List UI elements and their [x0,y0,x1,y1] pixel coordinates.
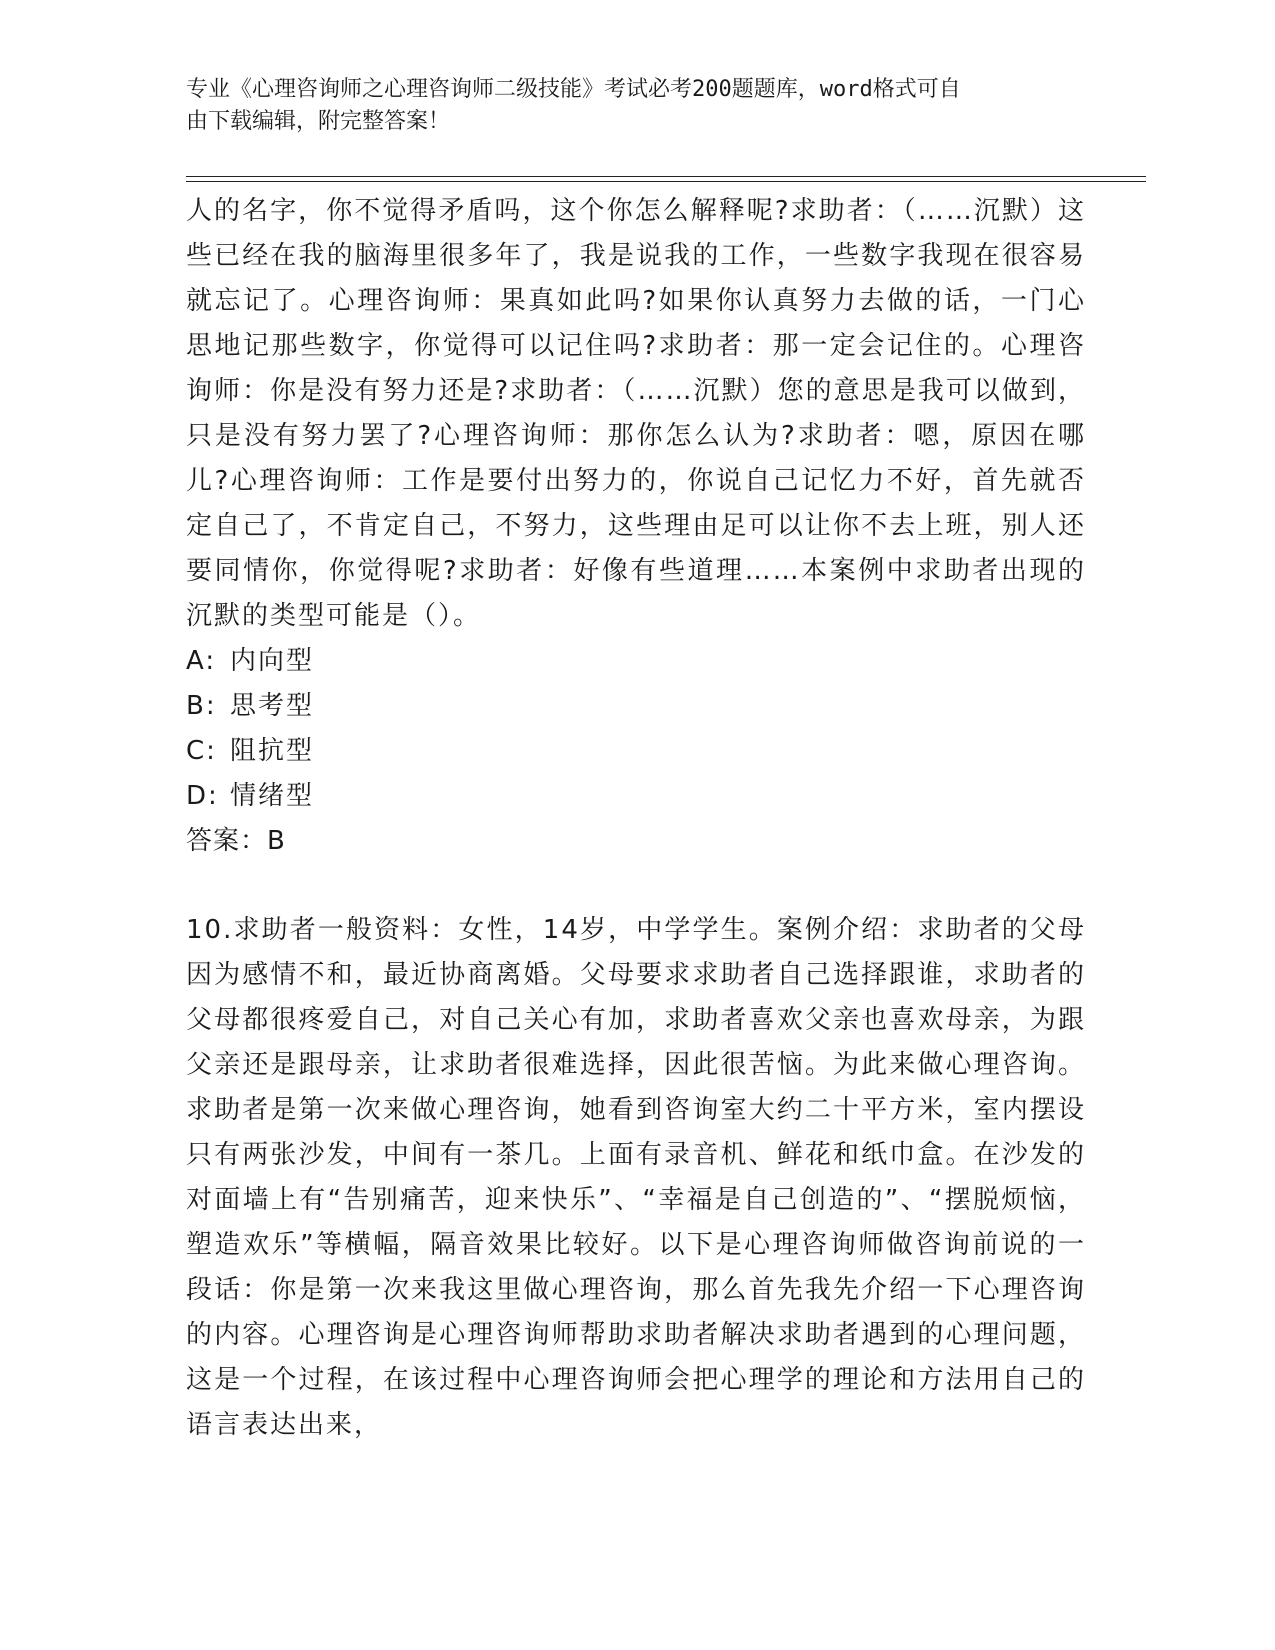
option-c-key: C: [186,736,217,766]
document-body [186,189,1086,1448]
question-9-options [186,639,1086,819]
header-title-line-1: 专业《心理咨询师之心理咨询师二级技能》考试必考200题题库，word格式可自 [186,77,961,102]
option-a-text: 内向型 [230,646,315,676]
page-header [186,74,1066,138]
option-d [186,774,1086,819]
option-b-text: 思考型 [230,691,315,721]
option-a [186,639,1086,684]
option-c [186,729,1086,774]
question-spacer [186,864,1086,908]
header-title-line-2: 由下载编辑，附完整答案！ [186,109,451,134]
option-c-text: 阻抗型 [230,736,315,766]
option-b [186,684,1086,729]
question-10-text: 10.求助者一般资料：女性，14岁，中学学生。案例介绍：求助者的父母因为感情不和，最近协商离婚。父母要求求助者自己选择跟谁，求助者的父母都很疼爱自己，对自己关心有加，求助者喜欢父亲也喜欢母亲，为跟父亲还是跟母亲，让求助者很难选择，因此很苦恼。为此来做心理咨询。求助者是第一次来做心理咨询，她看到咨询室大约二十平方米，室内摆设只有两张沙发，中间有一茶几。上面有录音机、鲜花和纸巾盒。在沙发的对面墙上有“告别痛苦，迎来快乐”、“幸福是自己创造的”、“摆脱烦恼，塑造欢乐”等横幅，隔音效果比较好。以下是心理咨询师做咨询前说的一段话：你是第一次来我这里做心理咨询，那么首先我先介绍一下心理咨询的内容。心理咨询是心理咨询师帮助求助者解决求助者遇到的心理问题，这是一个过程，在该过程中心理咨询师会把心理学的理论和方法用自己的语言表达出来， [186,915,1086,1440]
header-divider [186,176,1146,177]
option-a-key: A: [186,646,217,676]
question-9-answer: 答案：B [186,826,286,856]
question-9-text: 人的名字，你不觉得矛盾吗，这个你怎么解释呢?求助者：（……沉默）这些已经在我的脑海里很多年了，我是说我的工作，一些数字我现在很容易就忘记了。心理咨询师：果真如此吗?如果你认真努力去做的话，一门心思地记那些数字，你觉得可以记住吗?求助者：那一定会记住的。心理咨询师：你是没有努力还是?求助者：（……沉默）您的意思是我可以做到，只是没有努力罢了?心理咨询师：那你怎么认为?求助者：嗯，原因在哪儿?心理咨询师：工作是要付出努力的，你说自己记忆力不好，首先就否定自己了，不肯定自己，不努力，这些理由足可以让你不去上班，别人还要同情你，你觉得呢?求助者：好像有些道理……本案例中求助者出现的沉默的类型可能是（）。 [186,196,1086,631]
option-d-text: 情绪型 [230,781,315,811]
option-b-key: B: [186,691,217,721]
option-d-key: D: [186,781,219,811]
header-divider-secondary [186,181,1146,182]
